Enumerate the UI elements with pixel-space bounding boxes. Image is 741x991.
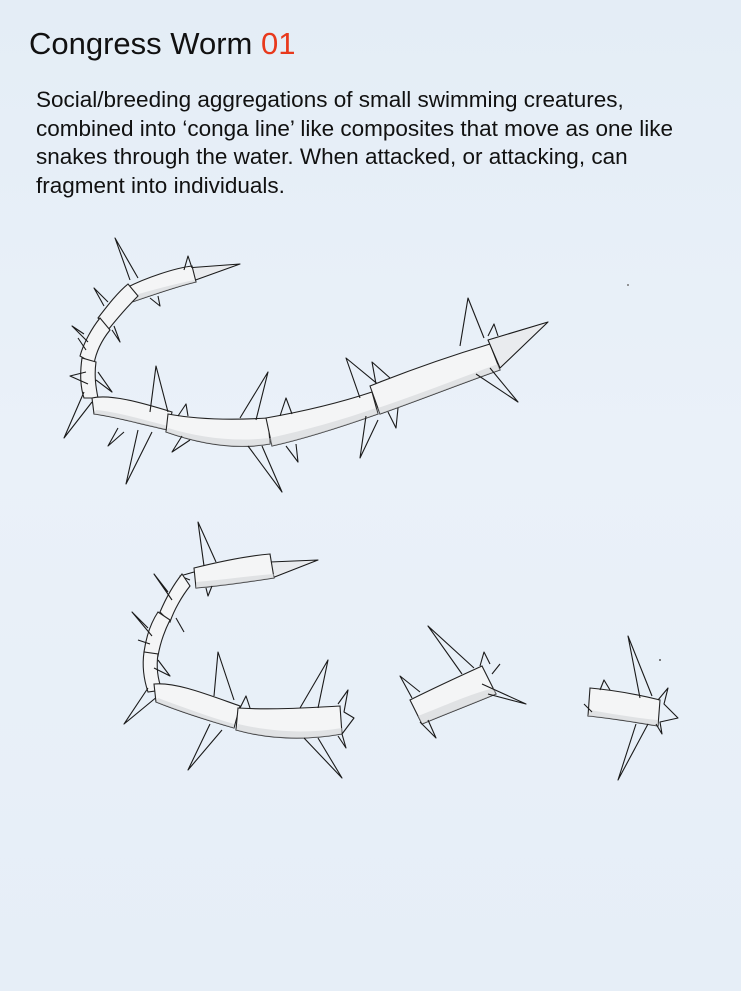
full-worm-chain-sketch	[64, 238, 548, 492]
individual-creature-a-sketch	[400, 626, 526, 738]
creature-description: Social/breeding aggregations of small swimming creatures, combined into ‘conga line’ like composites that move as one like snakes through the water. When attacked, or attacking, can fragment into individuals.	[36, 87, 674, 198]
title-number: 01	[261, 26, 296, 61]
fragmenting-chain-sketch	[124, 522, 354, 778]
individual-creature-b-sketch	[584, 636, 678, 780]
ink-speck	[627, 284, 629, 286]
ink-speck	[659, 659, 661, 661]
title-text: Congress Worm	[29, 26, 253, 61]
